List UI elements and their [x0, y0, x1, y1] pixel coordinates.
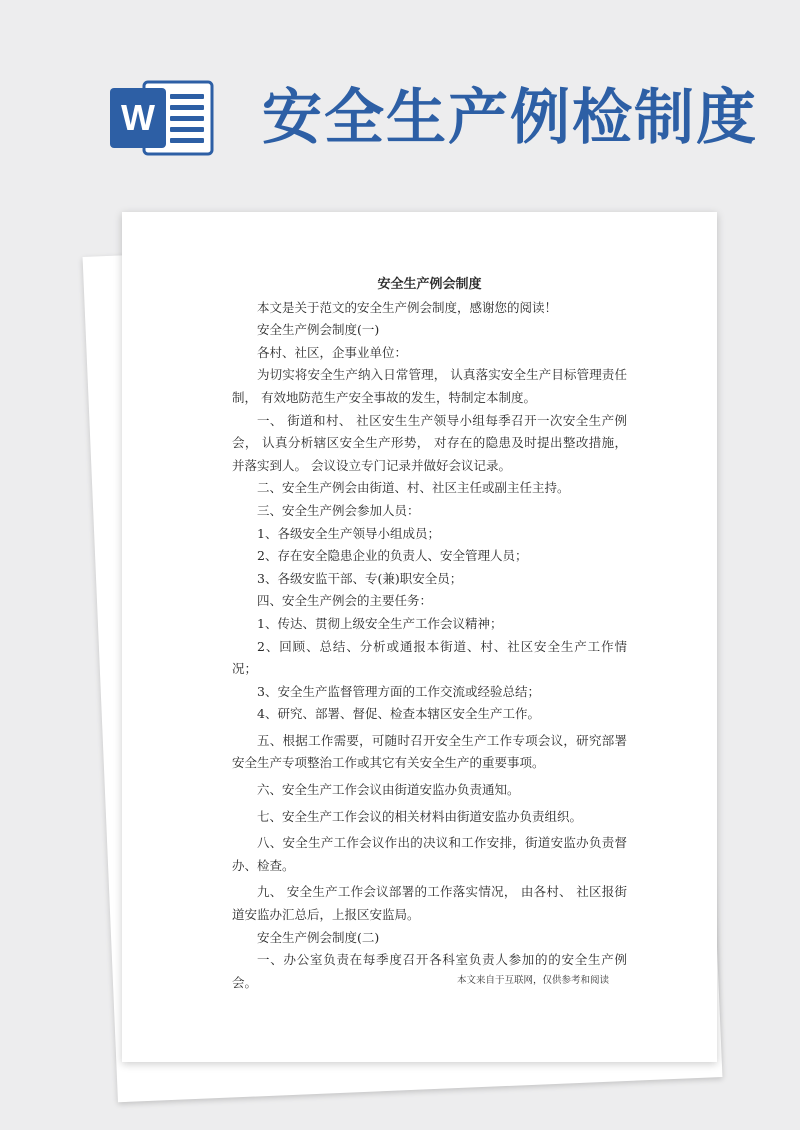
doc-item-5: 五、根据工作需要，可随时召开安全生产工作专项会议，研究部署安全生产专项整治工作或其它有关安全生产的重要事项。 [232, 732, 627, 771]
doc-item-8: 八、安全生产工作会议作出的决议和工作安排，街道安监办负责督办、检查。 [232, 835, 627, 873]
doc-item-3-2: 2、存在安全隐患企业的负责人、安全管理人员； [257, 548, 528, 564]
doc-item-6: 六、安全生产工作会议由街道安监办负责通知。 [257, 782, 520, 798]
doc-item-4-4: 4、研究、部署、督促、检查本辖区安全生产工作。 [257, 706, 540, 722]
footer-note: 本文来自于互联网，仅供参考和阅读 [456, 975, 609, 986]
document-page [122, 212, 717, 1062]
document-body [232, 274, 627, 994]
doc-intro: 本文是关于范文的安全生产例会制度，感谢您的阅读！ [257, 299, 558, 315]
doc-item-7: 七、安全生产工作会议的相关材料由街道安监办负责组织。 [257, 808, 583, 824]
doc-item-3: 三、安全生产例会参加人员： [257, 502, 420, 518]
microsoft-word-icon [108, 78, 214, 158]
word-icon-letter: W [121, 97, 155, 138]
doc-item-9: 九、 安全生产工作会议部署的工作落实情况， 由各村、 社区报街道安监办汇总后，上报区安监局。 [232, 884, 627, 923]
banner-title: 安全生产例检制度 [262, 83, 758, 153]
doc-section-2-item-1: 一、办公室负责在每季度召开各科室负责人参加的的安全生产例会。 [232, 952, 627, 990]
doc-item-4-1: 1、传达、贯彻上级安全生产工作会议精神； [257, 615, 503, 631]
doc-item-1: 一、 街道和村、 社区安生生产领导小组每季召开一次安全生产例会， 认真分析辖区安全生产形势， 对存在的隐患及时提出整改措施， 并落实到人。 会议设立专门记录并做好会议记录。 [232, 412, 627, 473]
doc-item-4-2: 2、回顾、总结、分析或通报本街道、村、社区安全生产工作情况； [232, 638, 627, 677]
doc-item-3-3: 3、各级安监干部、专(兼)职安全员； [257, 570, 463, 586]
doc-section-1-heading: 安全生产例会制度(一) [257, 322, 380, 338]
doc-item-2: 二、安全生产例会由街道、村、社区主任或副主任主持。 [257, 480, 570, 496]
doc-item-4-3: 3、安全生产监督管理方面的工作交流或经验总结； [257, 683, 540, 699]
doc-section-2-heading: 安全生产例会制度(二) [257, 929, 380, 945]
doc-item-3-1: 1、各级安全生产领导小组成员； [257, 525, 440, 541]
doc-paragraph-purpose: 为切实将安全生产纳入日常管理， 认真落实安全生产目标管理责任制， 有效地防范生产安全事故的发生，特制定本制度。 [232, 367, 627, 405]
doc-item-4: 四、安全生产例会的主要任务： [257, 593, 433, 609]
doc-addressee: 各村、社区，企事业单位： [257, 344, 408, 360]
document-title: 安全生产例会制度 [377, 277, 482, 292]
